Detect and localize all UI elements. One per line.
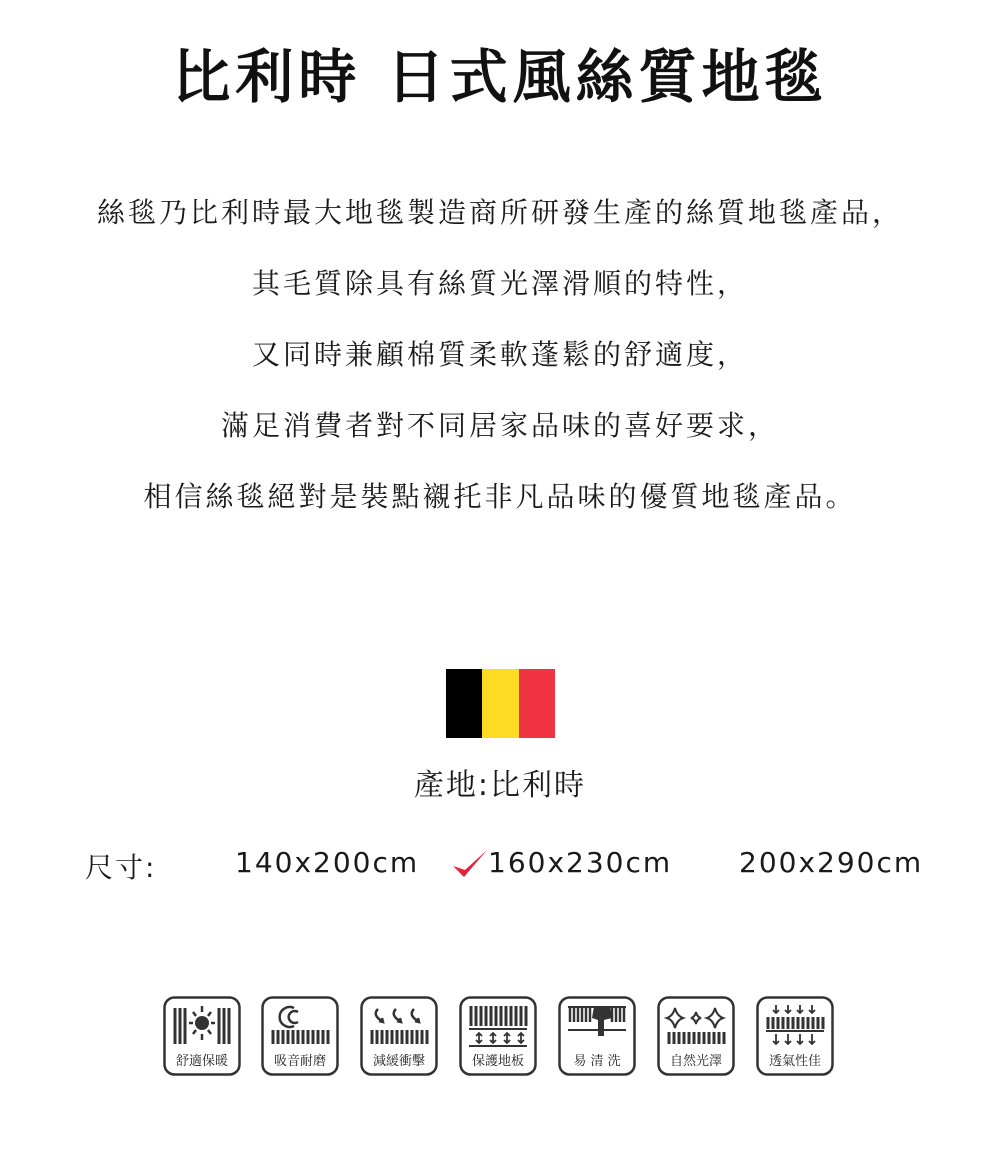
size-option-160x230[interactable]: 160x230cm [488, 846, 673, 879]
feature-label: 保護地板 [471, 1054, 524, 1069]
check-mark-icon [450, 846, 490, 882]
belgium-flag-icon [446, 669, 555, 738]
description-line: 相信絲毯絕對是裝點襯托非凡品味的優質地毯產品。 [143, 480, 857, 513]
feature-warmth [163, 996, 241, 1076]
feature-label: 自然光澤 [669, 1054, 722, 1069]
feature-easy-clean [558, 996, 636, 1076]
feature-label: 舒適保暖 [175, 1054, 228, 1069]
flag-stripe-yellow [482, 669, 518, 738]
feature-label: 透氣性佳 [768, 1054, 821, 1069]
feature-impact [360, 996, 438, 1076]
feature-breathable [756, 996, 834, 1076]
size-label: 尺寸: [85, 851, 157, 884]
origin-label: 產地:比利時 [413, 768, 587, 803]
flag-stripe-red [519, 669, 555, 738]
feature-sound-absorb [261, 996, 339, 1076]
description [0, 188, 1000, 543]
feature-label: 減緩衝擊 [372, 1054, 425, 1069]
description-line: 絲毯乃比利時最大地毯製造商所研發生產的絲質地毯產品， [96, 196, 903, 229]
feature-floor-protect [459, 996, 537, 1076]
feature-icons [163, 996, 843, 1080]
description-line: 又同時兼顧棉質柔軟蓬鬆的舒適度， [251, 338, 748, 371]
page-title: 比利時 日式風絲質地毯 [172, 43, 828, 111]
feature-natural-gloss [657, 996, 735, 1076]
flag-stripe-black [446, 669, 482, 738]
description-line: 滿足消費者對不同居家品味的喜好要求， [220, 409, 779, 442]
size-option-140x200[interactable]: 140x200cm [235, 846, 420, 879]
feature-label: 吸音耐磨 [273, 1054, 326, 1069]
size-option-200x290[interactable]: 200x290cm [739, 846, 924, 879]
feature-label: 易 清 洗 [573, 1054, 621, 1069]
description-line: 其毛質除具有絲質光澤滑順的特性， [251, 267, 748, 300]
